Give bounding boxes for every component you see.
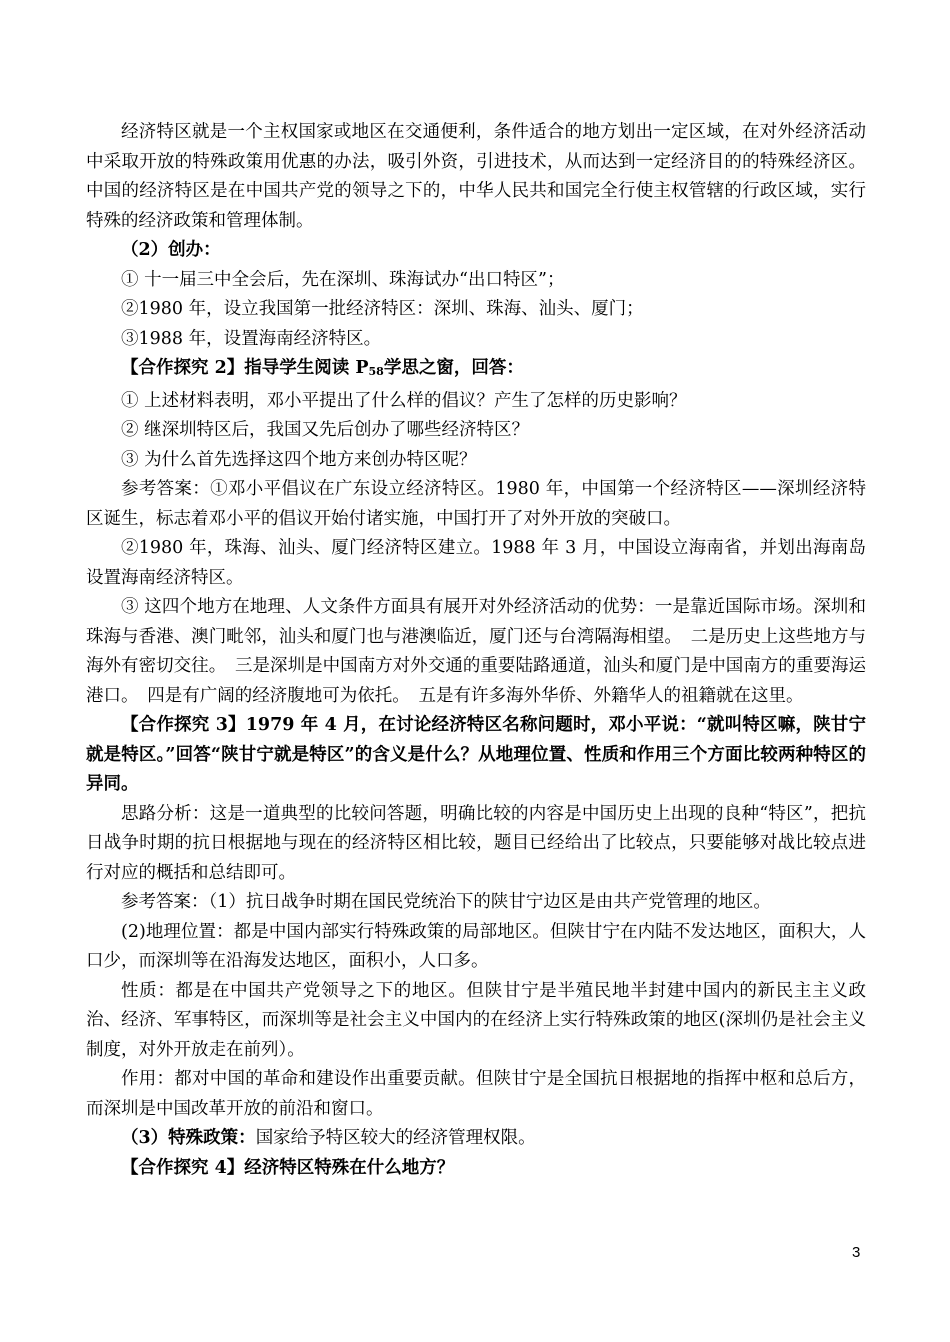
- paragraph-inquiry-4: 【合作探究 4】经济特区特殊在什么地方？: [121, 1157, 455, 1178]
- paragraph-founding-heading: [86, 236, 866, 266]
- paragraph-analysis: 思路分析：这是一道典型的比较问答题，明确比较的内容是中国历史上出现的良种“特区”，把抗日战争时期的抗日根据地与现在的经济特区相比较，题目已经给出了比较点，只要能够对战比较点进行对应的概括和总结即可。: [86, 803, 866, 883]
- special-policy-text: 国家给予特区较大的经济管理权限。: [255, 1128, 536, 1148]
- paragraph-founding-2: ②1980 年，设立我国第一批经济特区：深圳、珠海、汕头、厦门；: [121, 299, 644, 319]
- paragraph-inquiry-2: [86, 354, 866, 387]
- paragraph-founding-1: ① 十一届三中全会后，先在深圳、珠海试办“出口特区”；: [121, 269, 565, 290]
- question-3: ③ 为什么首先选择这四个地方来创办特区呢？: [121, 449, 477, 470]
- heading-founding: （2）创办：: [121, 240, 221, 260]
- question-1: ① 上述材料表明，邓小平提出了什么样的倡议？产生了怎样的历史影响？: [121, 390, 687, 411]
- page-number: 3: [852, 1244, 861, 1261]
- paragraph-location: (2)地理位置：都是中国内部实行特殊政策的局部地区。但陕甘宁在内陆不发达地区，面积大，人口少，而深圳等在沿海发达地区，面积小，人口多。: [86, 921, 866, 971]
- answer-1: 参考答案：①邓小平倡议在广东设立经济特区。1980 年，中国第一个经济特区——深圳经济特区诞生，标志着邓小平的倡议开始付诸实施，中国打开了对外开放的突破口。: [86, 479, 866, 529]
- paragraph-definition: 经济特区就是一个主权国家或地区在交通便利，条件适合的地方划出一定区域，在对外经济活动中采取开放的特殊政策用优惠的办法，吸引外资，引进技术，从而达到一定经济目的的特殊经济区。中国的经济特区是在中国共产党的领导之下的，中华人民共和国完全行使主权管辖的行政区域，实行特殊的经济政策和管理体制。: [86, 122, 866, 231]
- paragraph-inquiry-3: 【合作探究 3】1979 年 4 月，在讨论经济特区名称问题时，邓小平说：“就叫特区嘛，陕甘宁就是特区。”回答“陕甘宁就是特区”的含义是什么？从地理位置、性质和作用三个方面比较两种特区的异同。: [86, 715, 866, 794]
- paragraph-nature: 性质：都是在中国共产党领导之下的地区。但陕甘宁是半殖民地半封建中国内的新民主主义政治、经济、军事特区，而深圳等是社会主义中国内的在经济上实行特殊政策的地区(深圳仍是社会主义制度，对外开放走在前列）。: [86, 980, 866, 1060]
- answer-3: ③ 这四个地方在地理、人文条件方面具有展开对外经济活动的优势：一是靠近国际市场。深圳和珠海与香港、澳门毗邻，汕头和厦门也与港澳临近，厦门还与台湾隔海相望。 二是历史上这些地方与海外有密切交往。 三是深圳是中国南方对外交通的重要陆路通道，汕头和厦门是中国南方的重要海运港口。 四是有广阔的经济腹地可为依托。 五是有许多海外华侨、外籍华人的祖籍就在这里。: [86, 597, 866, 706]
- document-body: [86, 118, 866, 1183]
- paragraph-role: 作用：都对中国的革命和建设作出重要贡献。但陕甘宁是全国抗日根据地的指挥中枢和总后方，而深圳是中国改革开放的前沿和窗口。: [86, 1069, 866, 1119]
- answer-2: ②1980 年，珠海、汕头、厦门经济特区建立。1988 年 3 月，中国设立海南省，并划出海南岛设置海南经济特区。: [86, 538, 866, 588]
- inquiry-2-head: 【合作探究 2】指导学生阅读 P: [121, 358, 369, 378]
- question-2: ② 继深圳特区后，我国又先后创办了哪些经济特区？: [121, 420, 530, 440]
- paragraph-special-policy: [86, 1124, 866, 1154]
- inquiry-2-page-subscript: 58: [368, 365, 384, 378]
- special-policy-label: （3）特殊政策：: [121, 1128, 256, 1148]
- inquiry-2-tail: 学思之窗，回答：: [383, 358, 524, 378]
- paragraph-founding-3: ③1988 年，设置海南经济特区。: [121, 328, 382, 349]
- paragraph-reference-1: 参考答案：（1）抗日战争时期在国民党统治下的陕甘宁边区是由共产党管理的地区。: [121, 892, 771, 912]
